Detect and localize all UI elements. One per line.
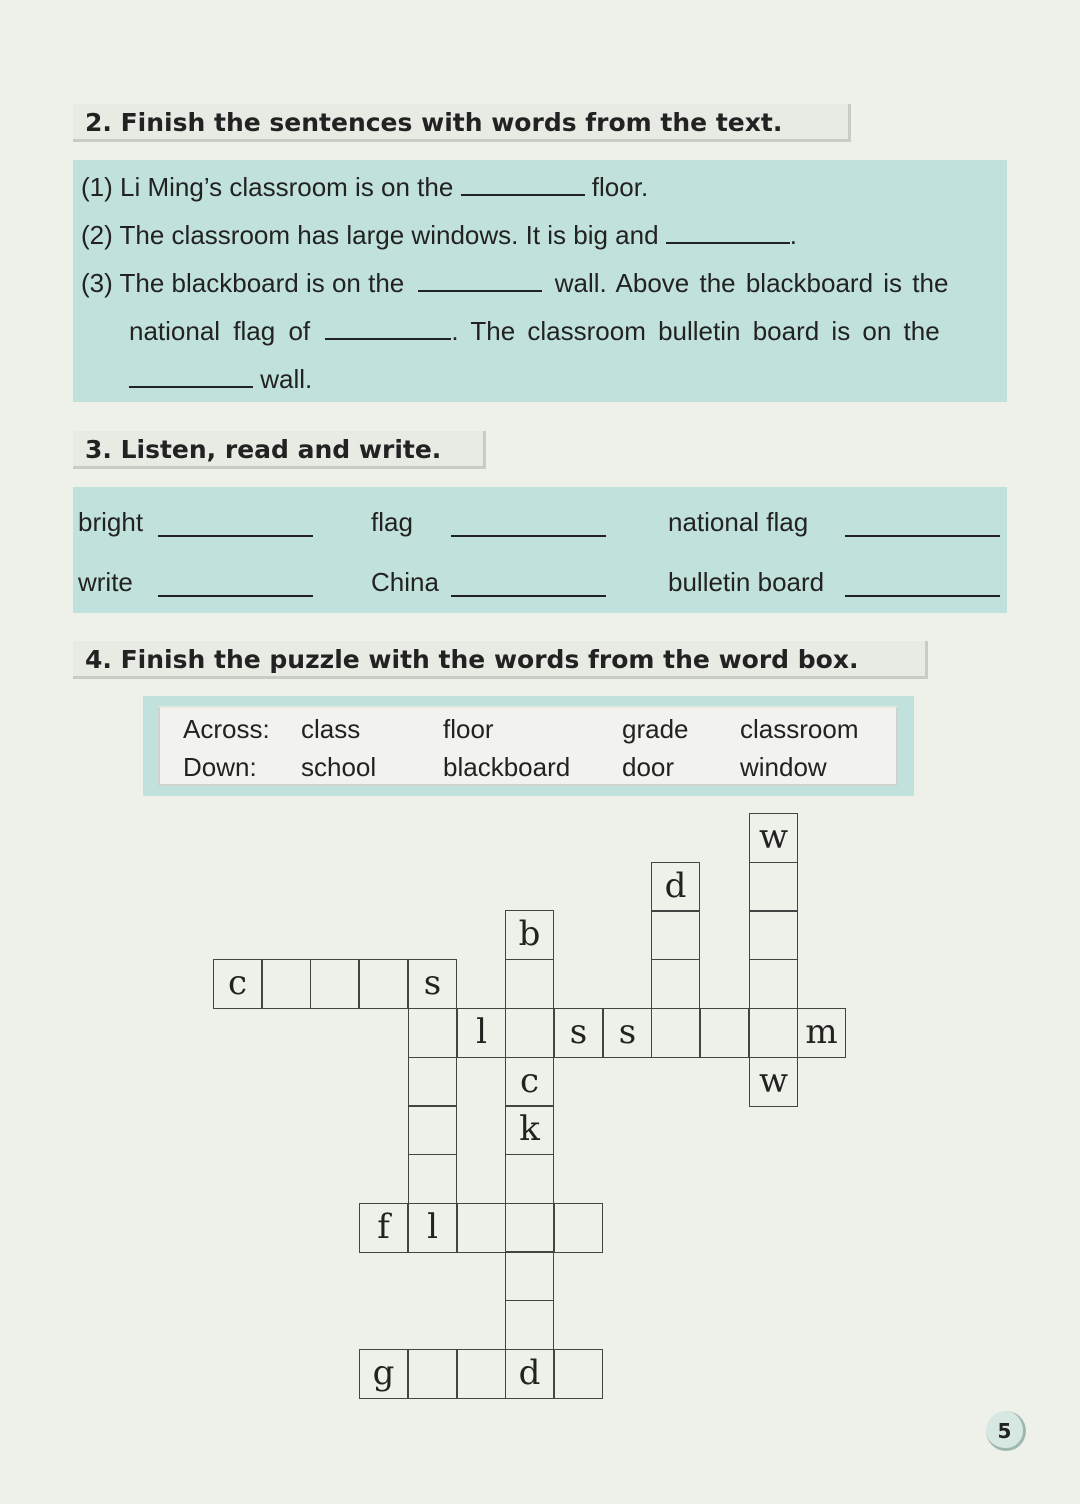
crossword-cell-empty[interactable] (505, 1154, 554, 1204)
answer-blank[interactable] (451, 573, 606, 597)
word-flag: flag (371, 507, 413, 537)
crossword-cell-empty[interactable] (505, 959, 554, 1009)
sentence-3-start: (3) The blackboard is on the (81, 268, 405, 298)
crossword-cell-given: s (554, 1008, 603, 1058)
sentence-1 (81, 172, 648, 203)
crossword-cell-given: s (603, 1008, 652, 1058)
crossword-cell-given: c (505, 1057, 554, 1107)
page-number: 5 (986, 1411, 1026, 1451)
crossword-cell-given: l (457, 1008, 506, 1058)
crossword-cell-empty[interactable] (749, 862, 798, 912)
crossword-cell-empty[interactable] (505, 1203, 554, 1253)
crossword-cell-given: w (749, 1057, 798, 1107)
crossword-cell-given: m (797, 1008, 846, 1058)
answer-blank[interactable] (461, 172, 585, 196)
answer-blank[interactable] (158, 573, 313, 597)
crossword-cell-empty[interactable] (505, 1300, 554, 1350)
sentence-3-mid: wall. Above the blackboard is the (554, 268, 949, 298)
word-write: write (78, 567, 133, 597)
sentence-2-end: . (789, 220, 798, 250)
down-word: school (301, 752, 377, 782)
word-box-inner (158, 706, 898, 786)
crossword-cell-empty[interactable] (554, 1349, 603, 1399)
crossword-cell-empty[interactable] (408, 1008, 457, 1058)
crossword-cell-empty[interactable] (457, 1349, 506, 1399)
word-china: China (371, 567, 439, 597)
crossword-cell-empty[interactable] (457, 1203, 506, 1253)
word-box (143, 696, 914, 796)
section-2-heading: 2. Finish the sentences with words from the text. (73, 104, 851, 142)
crossword-cell-empty[interactable] (651, 959, 700, 1009)
word-national-flag: national flag (668, 507, 809, 537)
sentence-3-line-1 (81, 268, 1001, 299)
across-word: floor (443, 714, 494, 744)
answer-blank[interactable] (451, 513, 606, 537)
sentence-3-board: . The classroom bulletin board is on the (451, 316, 940, 346)
crossword-cell-given: l (408, 1203, 457, 1253)
crossword-cell-given: s (408, 959, 457, 1009)
section-2-panel (73, 160, 1007, 402)
crossword-cell-empty[interactable] (749, 910, 798, 960)
crossword-cell-empty[interactable] (408, 1105, 457, 1155)
answer-blank[interactable] (129, 364, 253, 388)
crossword-cell-empty[interactable] (262, 959, 311, 1009)
sentence-3-line-2 (129, 316, 940, 347)
answer-blank[interactable] (418, 268, 542, 292)
answer-blank[interactable] (325, 316, 451, 340)
down-word: window (740, 752, 827, 782)
crossword-cell-given: f (359, 1203, 408, 1253)
down-word: door (622, 752, 675, 782)
crossword-cell-empty[interactable] (505, 1008, 554, 1058)
answer-blank[interactable] (158, 513, 313, 537)
crossword-cell-empty[interactable] (651, 1008, 700, 1058)
crossword-cell-given: d (505, 1349, 554, 1399)
sentence-1-start: (1) Li Ming’s classroom is on the (81, 172, 454, 202)
crossword-cell-empty[interactable] (651, 910, 700, 960)
crossword-cell-empty[interactable] (749, 1008, 798, 1058)
section-4-heading: 4. Finish the puzzle with the words from the word box. (73, 641, 928, 679)
across-word: class (301, 714, 361, 744)
answer-blank[interactable] (666, 220, 790, 244)
crossword-cell-empty[interactable] (749, 959, 798, 1009)
crossword-cell-given: d (651, 862, 700, 912)
across-label: Across: (183, 714, 270, 744)
crossword-cell-empty[interactable] (310, 959, 359, 1009)
crossword-cell-empty[interactable] (408, 1349, 457, 1399)
crossword-cell-empty[interactable] (505, 1251, 554, 1301)
crossword-cell-given: k (505, 1105, 554, 1155)
crossword-cell-empty[interactable] (554, 1203, 603, 1253)
crossword-cell-empty[interactable] (359, 959, 408, 1009)
crossword-cell-given: w (749, 813, 798, 863)
sentence-3-end: wall. (260, 364, 313, 394)
sentence-2 (81, 220, 797, 251)
section-3-heading: 3. Listen, read and write. (73, 431, 486, 469)
down-label: Down: (183, 752, 257, 782)
crossword-cell-given: g (359, 1349, 408, 1399)
sentence-2-start: (2) The classroom has large windows. It is big and (81, 220, 659, 250)
across-word: classroom (740, 714, 859, 744)
sentence-3-line-3 (129, 364, 312, 395)
word-bulletin-board: bulletin board (668, 567, 825, 597)
sentence-3-flag: national flag of (129, 316, 311, 346)
down-word: blackboard (443, 752, 571, 782)
sentence-1-end: floor. (591, 172, 649, 202)
crossword-cell-given: b (505, 910, 554, 960)
crossword-cell-empty[interactable] (700, 1008, 749, 1058)
crossword-cell-empty[interactable] (408, 1057, 457, 1107)
crossword-cell-empty[interactable] (408, 1154, 457, 1204)
section-3-panel (73, 487, 1007, 613)
across-word: grade (622, 714, 689, 744)
crossword-cell-given: c (213, 959, 262, 1009)
answer-blank[interactable] (845, 573, 1000, 597)
answer-blank[interactable] (845, 513, 1000, 537)
word-bright: bright (78, 507, 144, 537)
